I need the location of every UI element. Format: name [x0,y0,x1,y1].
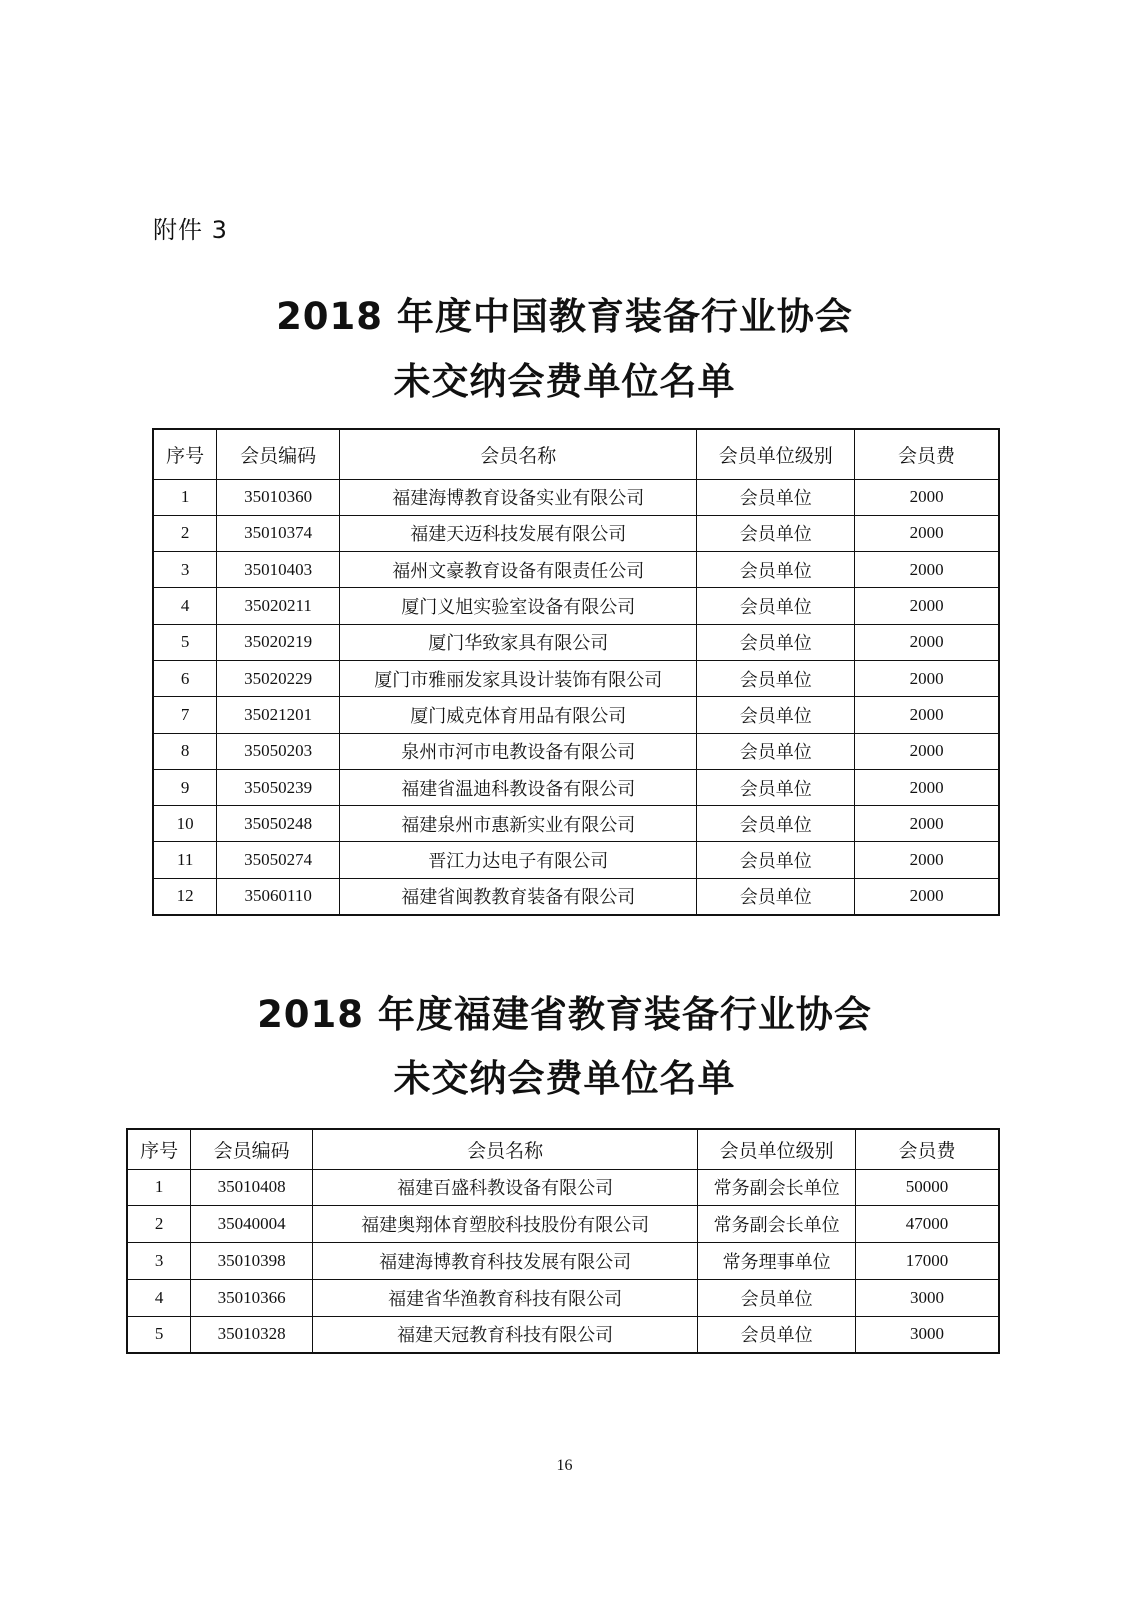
cell-member-name: 福建海博教育科技发展有限公司 [312,1243,697,1280]
cell-member-code: 35050274 [217,842,340,878]
cell-member-level: 会员单位 [697,769,855,805]
cell-index: 12 [153,878,217,914]
cell-member-level: 会员单位 [698,1279,856,1316]
cell-member-code: 35020229 [217,660,340,696]
cell-member-name: 福建百盛科教设备有限公司 [312,1169,697,1206]
page-number: 16 [556,1457,573,1474]
cell-member-name: 福建省华渔教育科技有限公司 [312,1279,697,1316]
cell-member-name: 晋江力达电子有限公司 [339,842,696,878]
cell-member-fee: 2000 [855,733,999,769]
cell-member-fee: 2000 [855,806,999,842]
cell-member-fee: 2000 [855,660,999,696]
section1-title-line1: 2018 年度中国教育装备行业协会 [276,295,853,338]
column-header-index: 序号 [153,429,217,479]
cell-member-fee: 3000 [856,1316,999,1353]
cell-member-code: 35060110 [217,878,340,914]
cell-member-level: 会员单位 [697,624,855,660]
cell-member-name: 福建省闽教教育装备有限公司 [339,878,696,914]
table-row [127,1206,999,1243]
table-row [153,697,999,733]
unpaid-members-table-provincial [126,1128,1000,1354]
cell-member-name: 厦门义旭实验室设备有限公司 [339,588,696,624]
cell-index: 2 [127,1206,191,1243]
cell-member-name: 厦门威克体育用品有限公司 [339,697,696,733]
cell-index: 4 [127,1279,191,1316]
column-header-member-fee: 会员费 [856,1129,999,1169]
section2-title-line1: 2018 年度福建省教育装备行业协会 [257,993,872,1036]
column-header-member-level: 会员单位级别 [697,429,855,479]
cell-member-name: 厦门市雅丽发家具设计装饰有限公司 [339,660,696,696]
cell-member-code: 35050248 [217,806,340,842]
cell-member-name: 福建天冠教育科技有限公司 [312,1316,697,1353]
cell-member-code: 35050239 [217,769,340,805]
table-row [153,515,999,551]
cell-member-level: 会员单位 [697,479,855,515]
cell-member-level: 会员单位 [697,660,855,696]
cell-index: 5 [153,624,217,660]
cell-index: 1 [153,479,217,515]
cell-member-name: 福建海博教育设备实业有限公司 [339,479,696,515]
cell-member-code: 35010366 [191,1279,313,1316]
column-header-member-name: 会员名称 [312,1129,697,1169]
cell-member-fee: 2000 [855,769,999,805]
cell-member-fee: 2000 [855,515,999,551]
table-row [153,806,999,842]
cell-member-fee: 50000 [856,1169,999,1206]
cell-member-level: 会员单位 [697,515,855,551]
cell-member-fee: 2000 [855,697,999,733]
cell-index: 5 [127,1316,191,1353]
cell-member-code: 35010360 [217,479,340,515]
table-row [127,1243,999,1280]
cell-member-name: 福建天迈科技发展有限公司 [339,515,696,551]
cell-index: 1 [127,1169,191,1206]
cell-member-code: 35050203 [217,733,340,769]
cell-index: 3 [127,1243,191,1280]
column-header-member-code: 会员编码 [217,429,340,479]
cell-member-fee: 17000 [856,1243,999,1280]
cell-member-fee: 2000 [855,624,999,660]
cell-index: 9 [153,769,217,805]
cell-member-name: 厦门华致家具有限公司 [339,624,696,660]
cell-member-name: 泉州市河市电教设备有限公司 [339,733,696,769]
table-row [153,878,999,914]
cell-index: 3 [153,552,217,588]
cell-index: 11 [153,842,217,878]
cell-index: 6 [153,660,217,696]
cell-member-fee: 2000 [855,588,999,624]
cell-index: 7 [153,697,217,733]
cell-member-level: 会员单位 [698,1316,856,1353]
table-row [153,842,999,878]
cell-member-code: 35021201 [217,697,340,733]
cell-member-code: 35010328 [191,1316,313,1353]
cell-member-level: 会员单位 [697,806,855,842]
cell-member-code: 35020211 [217,588,340,624]
cell-member-level: 会员单位 [697,733,855,769]
cell-member-fee: 3000 [856,1279,999,1316]
cell-member-level: 会员单位 [697,552,855,588]
cell-member-name: 福建泉州市惠新实业有限公司 [339,806,696,842]
cell-member-level: 会员单位 [697,588,855,624]
cell-member-name: 福建省温迪科教设备有限公司 [339,769,696,805]
cell-member-level: 会员单位 [697,842,855,878]
cell-member-fee: 2000 [855,878,999,914]
cell-member-fee: 2000 [855,842,999,878]
cell-member-code: 35010403 [217,552,340,588]
cell-member-level: 会员单位 [697,878,855,914]
table-row [153,769,999,805]
table-header-row [127,1129,999,1169]
table-row [127,1316,999,1353]
table-row [153,660,999,696]
cell-member-code: 35040004 [191,1206,313,1243]
column-header-member-level: 会员单位级别 [698,1129,856,1169]
table-row [153,552,999,588]
cell-member-fee: 47000 [856,1206,999,1243]
cell-index: 2 [153,515,217,551]
cell-member-level: 会员单位 [697,697,855,733]
cell-member-fee: 2000 [855,479,999,515]
table-header-row [153,429,999,479]
column-header-index: 序号 [127,1129,191,1169]
column-header-member-name: 会员名称 [339,429,696,479]
cell-member-code: 35010398 [191,1243,313,1280]
cell-member-code: 35010374 [217,515,340,551]
table-row [127,1279,999,1316]
attachment-label: 附件 3 [153,216,228,244]
cell-member-name: 福州文豪教育设备有限责任公司 [339,552,696,588]
cell-index: 10 [153,806,217,842]
table-row [153,479,999,515]
table-row [153,733,999,769]
cell-member-level: 常务理事单位 [698,1243,856,1280]
unpaid-members-table-national [152,428,1000,916]
table-row [153,588,999,624]
cell-index: 4 [153,588,217,624]
cell-member-name: 福建奥翔体育塑胶科技股份有限公司 [312,1206,697,1243]
table-row [127,1169,999,1206]
table-row [153,624,999,660]
cell-member-level: 常务副会长单位 [698,1169,856,1206]
column-header-member-code: 会员编码 [191,1129,313,1169]
cell-member-code: 35010408 [191,1169,313,1206]
cell-member-level: 常务副会长单位 [698,1206,856,1243]
cell-member-fee: 2000 [855,552,999,588]
section1-title-line2: 未交纳会费单位名单 [393,360,736,403]
cell-member-code: 35020219 [217,624,340,660]
column-header-member-fee: 会员费 [855,429,999,479]
cell-index: 8 [153,733,217,769]
section2-title-line2: 未交纳会费单位名单 [393,1057,736,1100]
